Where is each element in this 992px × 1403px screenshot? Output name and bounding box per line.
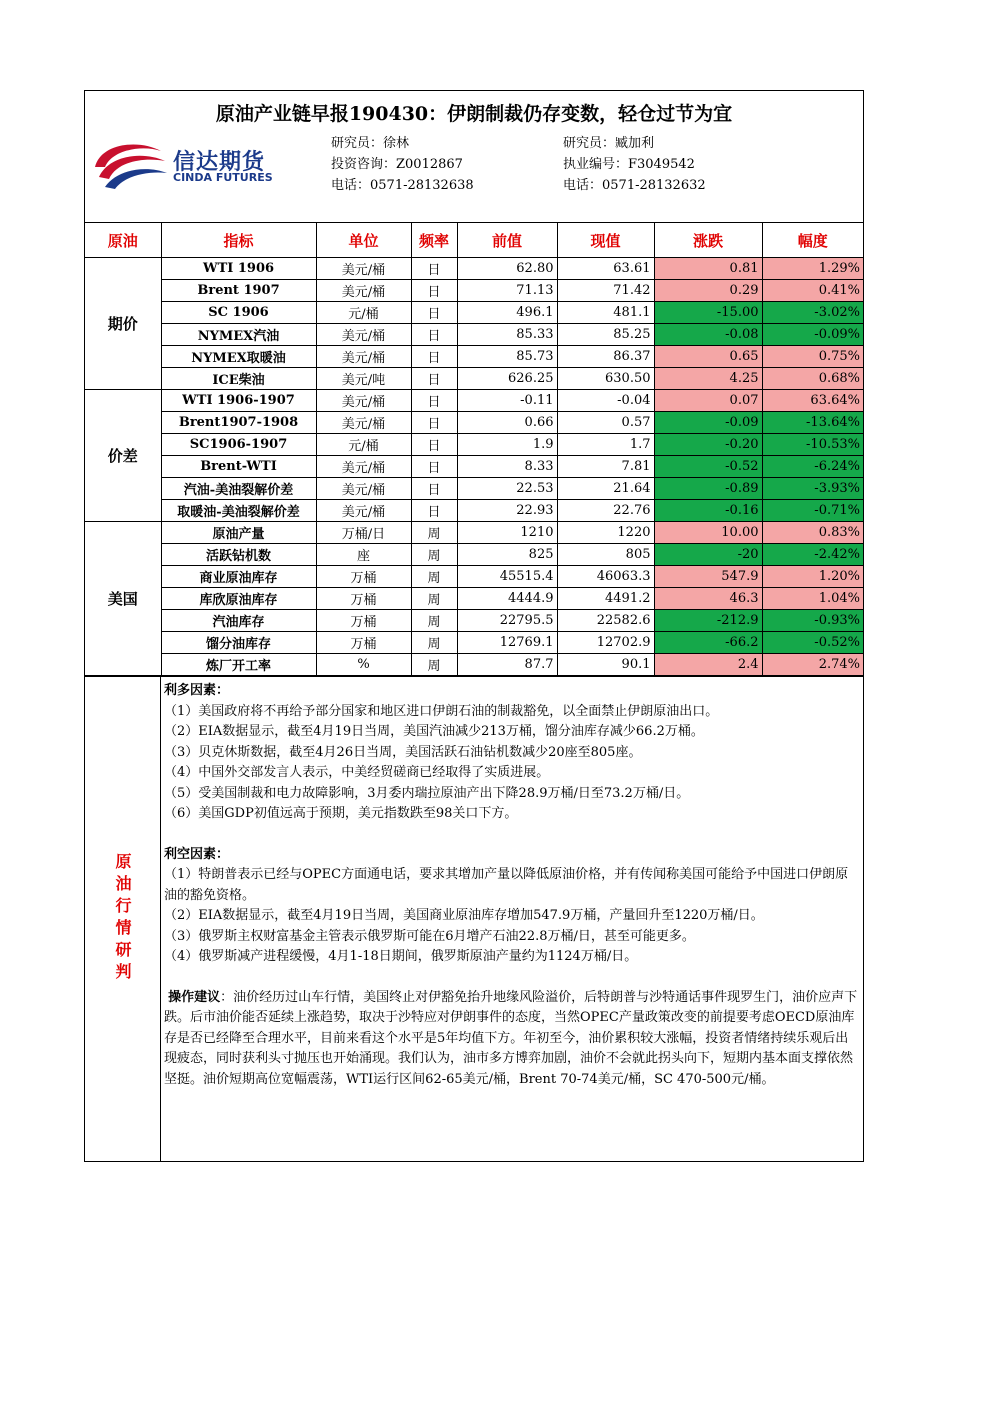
change-value: 0.29 — [654, 280, 762, 302]
indicator-name: WTI 1906 — [161, 258, 316, 280]
current-value: 12702.9 — [557, 632, 654, 654]
group-label: 美国 — [85, 522, 161, 676]
frequency-cell: 日 — [411, 478, 457, 500]
unit-cell: 美元/桶 — [316, 412, 411, 434]
list-item: （2）EIA数据显示，截至4月19日当周，美国汽油减少213万桶，馏分油库存减少66.2万桶。 — [164, 724, 704, 739]
market-analysis — [85, 676, 863, 1161]
frequency-cell: 周 — [411, 544, 457, 566]
indicator-name: 炼厂开工率 — [161, 654, 316, 676]
current-value: 90.1 — [557, 654, 654, 676]
table-row — [85, 412, 863, 434]
researcher-license: 投资咨询：Z0012867 — [331, 157, 463, 172]
unit-cell: % — [316, 654, 411, 676]
change-value: 2.4 — [654, 654, 762, 676]
frequency-cell: 周 — [411, 522, 457, 544]
current-value: -0.04 — [557, 390, 654, 412]
unit-cell: 美元/桶 — [316, 258, 411, 280]
table-row — [85, 522, 863, 544]
change-value: 10.00 — [654, 522, 762, 544]
change-value: 4.25 — [654, 368, 762, 390]
table-row — [85, 544, 863, 566]
table-row — [85, 500, 863, 522]
previous-value: 496.1 — [457, 302, 557, 324]
change-percent: 0.68% — [762, 368, 863, 390]
list-item: （4）中国外交部发言人表示，中美经贸磋商已经取得了实质进展。 — [164, 765, 550, 780]
indicator-name: 库欣原油库存 — [161, 588, 316, 610]
list-item: （3）贝克休斯数据，截至4月26日当周，美国活跃石油钻机数减少20座至805座。 — [164, 744, 642, 760]
table-row — [85, 610, 863, 632]
column-header: 前值 — [457, 223, 557, 258]
operation-advice: 操作建议：油价经历过山车行情，美国终止对伊豁免抬升地缘风险溢价，后特朗普与沙特通话事件现罗生门，油价应声下跌。后市油价能否延续上涨趋势，取决于沙特应对伊朗事件的态度，当然OPEC产量政策改变的前提要考虑OECD原油库存是否已经降至合理水平，目前来看这个水平是5年均值下方。年初至今，油价累积较大涨幅，投资者情绪持续乐观后出现疲态，同时获利头寸抛压也开始涌现。我们认为，油市多方博弈加剧，油价不会就此拐头向下，短期内基本面支撑依然坚挺。油价短期高位宽幅震荡，WTI运行区间62-65美元/桶，Brent 70-74美元/桶，SC 470-500元/桶。 — [164, 989, 858, 1087]
column-header: 幅度 — [762, 223, 863, 258]
bear-factors-list — [164, 865, 860, 968]
column-header: 涨跌 — [654, 223, 762, 258]
current-value: 22.76 — [557, 500, 654, 522]
column-header: 现值 — [557, 223, 654, 258]
researcher-name: 研究员：臧加利 — [563, 136, 655, 151]
change-value: 0.07 — [654, 390, 762, 412]
analysis-label: 原油行情研判 — [85, 677, 161, 1161]
change-value: -0.20 — [654, 434, 762, 456]
table-row — [85, 478, 863, 500]
change-percent: -0.93% — [762, 610, 863, 632]
indicator-name: 馏分油库存 — [161, 632, 316, 654]
table-row — [85, 566, 863, 588]
indicator-name: 商业原油库存 — [161, 566, 316, 588]
previous-value: 1210 — [457, 522, 557, 544]
change-percent: 63.64% — [762, 390, 863, 412]
current-value: 4491.2 — [557, 588, 654, 610]
change-percent: -0.71% — [762, 500, 863, 522]
current-value: 85.25 — [557, 324, 654, 346]
current-value: 63.61 — [557, 258, 654, 280]
indicator-name: Brent 1907 — [161, 280, 316, 302]
frequency-cell: 日 — [411, 302, 457, 324]
table-row — [85, 368, 863, 390]
previous-value: 87.7 — [457, 654, 557, 676]
frequency-cell: 周 — [411, 632, 457, 654]
change-value: 0.65 — [654, 346, 762, 368]
analysis-text — [161, 677, 863, 1161]
previous-value: 22.53 — [457, 478, 557, 500]
current-value: 71.42 — [557, 280, 654, 302]
change-value: -15.00 — [654, 302, 762, 324]
unit-cell: 万桶 — [316, 588, 411, 610]
change-value: 547.9 — [654, 566, 762, 588]
unit-cell: 美元/桶 — [316, 280, 411, 302]
column-header: 频率 — [411, 223, 457, 258]
frequency-cell: 日 — [411, 434, 457, 456]
change-value: -0.52 — [654, 456, 762, 478]
previous-value: 1.9 — [457, 434, 557, 456]
list-item: （3）俄罗斯主权财富基金主管表示俄罗斯可能在6月增产石油22.8万桶/日，甚至可能更多。 — [164, 928, 695, 944]
current-value: 7.81 — [557, 456, 654, 478]
unit-cell: 万桶 — [316, 566, 411, 588]
indicator-table — [85, 223, 863, 676]
unit-cell: 万桶 — [316, 610, 411, 632]
indicator-name: Brent-WTI — [161, 456, 316, 478]
frequency-cell: 日 — [411, 412, 457, 434]
previous-value: 22795.5 — [457, 610, 557, 632]
indicator-name: SC1906-1907 — [161, 434, 316, 456]
report-header — [85, 91, 863, 223]
change-percent: -3.02% — [762, 302, 863, 324]
current-value: 1.7 — [557, 434, 654, 456]
change-value: -20 — [654, 544, 762, 566]
change-percent: 1.04% — [762, 588, 863, 610]
bull-factors-title: 利多因素： — [164, 683, 230, 698]
unit-cell: 元/桶 — [316, 302, 411, 324]
table-row — [85, 280, 863, 302]
indicator-name: ICE柴油 — [161, 368, 316, 390]
frequency-cell: 日 — [411, 280, 457, 302]
change-percent: 2.74% — [762, 654, 863, 676]
change-value: -0.16 — [654, 500, 762, 522]
previous-value: 825 — [457, 544, 557, 566]
current-value: 46063.3 — [557, 566, 654, 588]
unit-cell: 万桶 — [316, 632, 411, 654]
frequency-cell: 日 — [411, 368, 457, 390]
report-sheet — [84, 90, 864, 1162]
change-percent: -0.52% — [762, 632, 863, 654]
list-item: （1）美国政府将不再给予部分国家和地区进口伊朗石油的制裁豁免，以全面禁止伊朗原油出口。 — [164, 703, 719, 719]
table-row — [85, 588, 863, 610]
indicator-name: 取暖油-美油裂解价差 — [161, 500, 316, 522]
indicator-name: 原油产量 — [161, 522, 316, 544]
change-percent: 0.83% — [762, 522, 863, 544]
group-label: 期价 — [85, 258, 161, 390]
frequency-cell: 周 — [411, 588, 457, 610]
change-percent: 1.29% — [762, 258, 863, 280]
indicator-name: 活跃钻机数 — [161, 544, 316, 566]
previous-value: 85.33 — [457, 324, 557, 346]
frequency-cell: 日 — [411, 346, 457, 368]
previous-value: 8.33 — [457, 456, 557, 478]
table-row — [85, 258, 863, 280]
current-value: 0.57 — [557, 412, 654, 434]
researcher-info-2 — [563, 133, 706, 196]
previous-value: 0.66 — [457, 412, 557, 434]
change-value: -0.09 — [654, 412, 762, 434]
bear-factors-title: 利空因素： — [164, 846, 230, 862]
change-percent: -10.53% — [762, 434, 863, 456]
table-header-row — [85, 223, 863, 258]
previous-value: 71.13 — [457, 280, 557, 302]
frequency-cell: 周 — [411, 566, 457, 588]
previous-value: 45515.4 — [457, 566, 557, 588]
current-value: 86.37 — [557, 346, 654, 368]
indicator-name: SC 1906 — [161, 302, 316, 324]
list-item: （6）美国GDP初值远高于预期，美元指数跌至98关口下方。 — [164, 806, 518, 821]
indicator-name: NYMEX取暖油 — [161, 346, 316, 368]
change-percent: -3.93% — [762, 478, 863, 500]
frequency-cell: 日 — [411, 500, 457, 522]
report-title: 原油产业链早报190430：伊朗制裁仍存变数，轻仓过节为宜 — [215, 103, 733, 125]
table-row — [85, 632, 863, 654]
unit-cell: 万桶/日 — [316, 522, 411, 544]
change-value: -66.2 — [654, 632, 762, 654]
change-value: 0.81 — [654, 258, 762, 280]
cinda-logo-icon — [91, 137, 169, 193]
unit-cell: 座 — [316, 544, 411, 566]
previous-value: 12769.1 — [457, 632, 557, 654]
researcher-phone: 电话：0571-28132638 — [331, 178, 474, 193]
change-percent: -2.42% — [762, 544, 863, 566]
table-row — [85, 654, 863, 676]
column-header: 单位 — [316, 223, 411, 258]
column-header: 指标 — [161, 223, 316, 258]
change-percent: 0.75% — [762, 346, 863, 368]
group-label: 价差 — [85, 390, 161, 522]
change-value: -212.9 — [654, 610, 762, 632]
table-row — [85, 456, 863, 478]
frequency-cell: 周 — [411, 610, 457, 632]
change-percent: -6.24% — [762, 456, 863, 478]
unit-cell: 美元/桶 — [316, 390, 411, 412]
unit-cell: 美元/桶 — [316, 324, 411, 346]
indicator-name: NYMEX汽油 — [161, 324, 316, 346]
table-row — [85, 324, 863, 346]
table-row — [85, 434, 863, 456]
frequency-cell: 日 — [411, 324, 457, 346]
logo-text-en: CINDA FUTURES — [173, 171, 273, 184]
table-row — [85, 346, 863, 368]
indicator-name: WTI 1906-1907 — [161, 390, 316, 412]
researcher-name: 研究员：徐林 — [331, 136, 410, 151]
cinda-logo — [91, 137, 281, 193]
frequency-cell: 日 — [411, 456, 457, 478]
list-item: （1）特朗普表示已经与OPEC方面通电话，要求其增加产量以降低原油价格，并有传闻称美国可能给予中国进口伊朗原油的豁免资格。 — [164, 867, 849, 903]
unit-cell: 美元/桶 — [316, 500, 411, 522]
indicator-name: 汽油-美油裂解价差 — [161, 478, 316, 500]
change-percent: 1.20% — [762, 566, 863, 588]
change-percent: -0.09% — [762, 324, 863, 346]
logo-text-cn: 信达期货 — [173, 150, 266, 175]
researcher-phone: 电话：0571-28132632 — [563, 178, 706, 193]
unit-cell: 美元/吨 — [316, 368, 411, 390]
change-percent: 0.41% — [762, 280, 863, 302]
frequency-cell: 日 — [411, 258, 457, 280]
table-row — [85, 390, 863, 412]
frequency-cell: 周 — [411, 654, 457, 676]
previous-value: 85.73 — [457, 346, 557, 368]
previous-value: 62.80 — [457, 258, 557, 280]
list-item: （5）受美国制裁和电力故障影响，3月委内瑞拉原油产出下降28.9万桶/日至73.2万桶/日。 — [164, 785, 690, 801]
unit-cell: 元/桶 — [316, 434, 411, 456]
current-value: 21.64 — [557, 478, 654, 500]
previous-value: 22.93 — [457, 500, 557, 522]
table-row — [85, 302, 863, 324]
indicator-name: 汽油库存 — [161, 610, 316, 632]
column-header: 原油 — [85, 223, 161, 258]
researcher-info-1 — [331, 133, 474, 196]
list-item: （2）EIA数据显示，截至4月19日当周，美国商业原油库存增加547.9万桶，产量回升至1220万桶/日。 — [164, 908, 764, 923]
previous-value: 626.25 — [457, 368, 557, 390]
unit-cell: 美元/桶 — [316, 478, 411, 500]
researcher-license: 执业编号：F3049542 — [563, 157, 695, 172]
previous-value: -0.11 — [457, 390, 557, 412]
current-value: 481.1 — [557, 302, 654, 324]
bull-factors-list — [164, 702, 860, 825]
unit-cell: 美元/桶 — [316, 346, 411, 368]
current-value: 22582.6 — [557, 610, 654, 632]
unit-cell: 美元/桶 — [316, 456, 411, 478]
change-percent: -13.64% — [762, 412, 863, 434]
change-value: 46.3 — [654, 588, 762, 610]
previous-value: 4444.9 — [457, 588, 557, 610]
frequency-cell: 日 — [411, 390, 457, 412]
current-value: 1220 — [557, 522, 654, 544]
current-value: 630.50 — [557, 368, 654, 390]
change-value: -0.08 — [654, 324, 762, 346]
change-value: -0.89 — [654, 478, 762, 500]
indicator-name: Brent1907-1908 — [161, 412, 316, 434]
current-value: 805 — [557, 544, 654, 566]
list-item: （4）俄罗斯减产进程缓慢，4月1-18日期间，俄罗斯原油产量约为1124万桶/日。 — [164, 949, 638, 964]
